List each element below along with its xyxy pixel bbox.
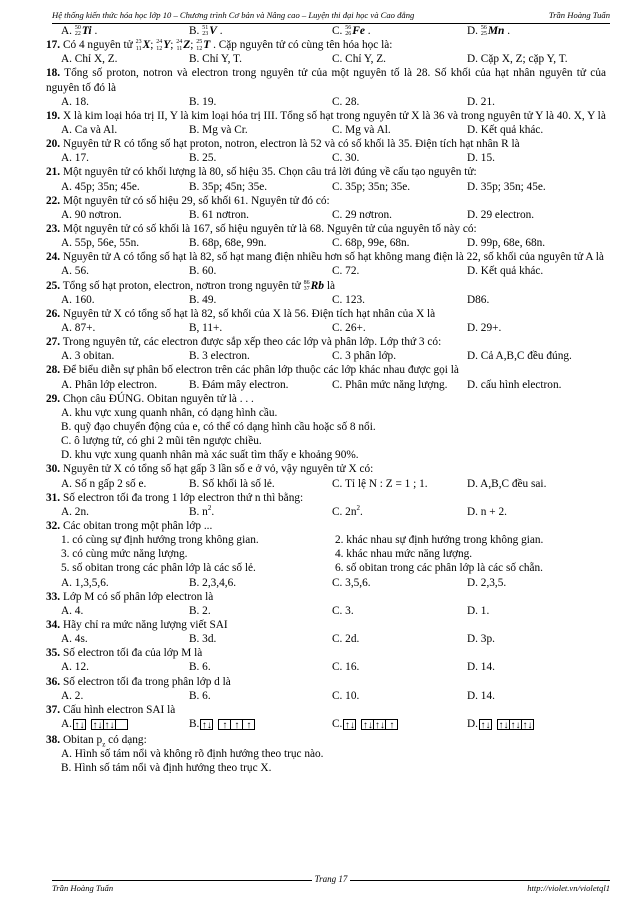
option-b: B. $n^2$. [189,504,215,518]
q25-options [46,293,606,307]
option-c: C. 3 phân lớp. [332,350,397,363]
option-a: A. khu vực xung quanh nhân, có dạng hình cầu. [61,406,278,419]
q27-options [46,349,606,363]
option-c: C. 28. [332,95,360,108]
exam-content [46,24,606,775]
option-a: A. 45p; 35n; 45e. [61,180,140,193]
q26-options [46,321,606,335]
statement-2: 2. khác nhau sự định hướng trong không gian. [335,534,544,547]
option-d: D. 56 25 Mn . [467,24,511,38]
q24-options [46,264,606,278]
option-b: B. 68p, 68e, 99n. [189,237,267,250]
option-d: D. 29 electron. [467,208,535,221]
option-a: A. 56. [61,265,89,278]
q17-stem: 17. Có 4 nguyên tử 23 11 X; 24 12 Y; 24 11 Z; 25 12 T . Cặp nguyên tử có cùng tên hóa học là: [46,38,393,52]
q26-stem: 26. Nguyên tử X có tổng số hạt là 82, số khối của X là 56. Điện tích hạt nhân của X là [46,307,436,320]
q37-options [46,717,606,733]
option-c: C. Mg và Al. [332,124,391,137]
option-c: C. ô lượng tử, có ghi 2 mũi tên ngược chiều. [61,435,262,448]
orbital-diagram-b: ↑↓ ↑ ↑ ↑ [200,719,254,730]
q18-stem: 18. Tổng số proton, notron và electron trong nguyên tử của một nguyên tố là 28. Số khối của hạt nhân nguyên tử của nguyên tố đó là [46,67,606,94]
q20-stem: 20. Nguyên tử R có tổng số hạt proton, notron, electron là 52 và có số khối là 35. Điện tích hạt nhân R là [46,138,520,151]
option-c: C. 30. [332,152,360,165]
footer-author: Trần Hoàng Tuấn [52,883,114,893]
option-b: B. 3d. [189,633,217,646]
q23-options [46,236,606,250]
q32-statements-3-4 [46,547,606,561]
option-b: B. 49. [189,293,217,306]
option-a: A. ↑↓ ↑↓ ↑↓ [61,717,189,733]
q22-options [46,208,606,222]
q36-options [46,689,606,703]
option-c: C. 3. [332,604,354,617]
option-c: C. 56 26 Fe . [332,24,371,38]
q24-stem: 24. Nguyên tử A có tổng số hạt là 82, số hạt mang điện nhiều hơn số hạt không mang điện là 22, số khối của nguyên tử A là [46,251,604,264]
option-b: B. 6. [189,661,211,674]
option-a: A. Phân lớp electron. [61,378,158,391]
footer-url: http://violet.vn/violetql1 [527,883,610,893]
option-d: D. khu vực xung quanh nhân mà xác suất tìm thấy e khoảng 90%. [61,449,359,462]
isotope-mn: 56 25 Mn [480,24,505,38]
header-title: Hệ thống kiến thức hóa học lớp 10 – Chương trình Cơ bản và Nâng cao – Luyện thi đại học và Cao đẳng [52,10,415,20]
option-d: D. 21. [467,95,495,108]
option-d: D. cấu hình electron. [467,378,562,391]
q33-options [46,604,606,618]
option-c: C. Phân mức năng lượng. [332,378,448,391]
option-d: D. n + 2. [467,505,507,518]
q31-options [46,505,606,519]
option-c: C. 29 nơtron. [332,208,392,221]
option-d: D. Kết quả khác. [467,124,544,137]
option-d: D. 99p, 68e, 68n. [467,237,546,250]
q34-options [46,632,606,646]
q22-stem: 22. Một nguyên tử có số hiệu 29, số khối 61. Nguyên tử đó có: [46,194,330,207]
option-b: B. 60. [189,265,217,278]
option-b: B. 6. [189,689,211,702]
page-footer [52,874,610,895]
q33-stem: 33. Lớp M có số phân lớp electron là [46,590,214,603]
option-b: B. quỹ đạo chuyển động của e, có thể có dạng hình cầu hoặc số 8 nổi. [61,421,376,433]
option-a: A. 2n. [61,505,89,518]
q18-options [46,95,606,109]
option-d: D. 14. [467,689,495,702]
option-c: C. 35p; 35n; 35e. [332,180,411,193]
option-a: A. 18. [61,95,89,108]
q21-stem: 21. Một nguyên tử có khối lượng là 80, số hiệu 35. Chọn câu trả lời đúng về cấu tạo nguyên tử: [46,166,477,179]
option-b: B. 2. [189,604,211,617]
statement-1: 1. có cùng sự định hướng trong không gian. [61,534,259,547]
option-c: C. 72. [332,265,360,278]
orbital-diagram-a: ↑↓ ↑↓ ↑↓ [73,719,127,730]
page-number: Trang 17 [312,874,351,884]
option-d: D. ↑↓ ↑↓ ↑↓ ↑↓ [467,717,533,731]
statement-3: 3. có cùng mức năng lượng. [61,548,188,561]
option-c: C. 2d. [332,633,360,646]
option-c: C. $2n^2$. [332,504,363,518]
option-b: B. Số khối là số lẻ. [189,477,275,490]
option-d: D. 15. [467,152,495,165]
q36-stem: 36. Số electron tối đa trong phân lớp d là [46,675,231,688]
option-a: A. 12. [61,661,89,674]
q23-stem: 23. Một nguyên tử có số khối là 167, số hiệu nguyên tử là 68. Nguyên tử của nguyên tố này có: [46,223,477,236]
isotope-rb: 86 37 Rb [303,279,324,292]
option-b: B. 3 electron. [189,350,250,363]
option-b: B. 19. [189,95,217,108]
q38-stem: 38. Obitan $p_z$ có dạng: [46,733,147,749]
statement-5: 5. số obitan trong các phân lớp là các số lẻ. [61,562,256,575]
statement-4: 4. khác nhau mức năng lượng. [335,548,473,561]
q32-stem: 32. Các obitan trong một phân lớp ... [46,519,213,532]
q34-stem: 34. Hãy chỉ ra mức năng lượng viết SAI [46,618,228,631]
q16-options [46,24,606,38]
option-a: A. 90 nơtron. [61,208,122,221]
q28-options [46,378,606,392]
option-b: B. Hình số tám nổi và định hướng theo trục X. [61,762,272,775]
option-d: D. Cả A,B,C đều đúng. [467,350,572,363]
option-b: B. Đám mây electron. [189,378,289,391]
q25-stem: 25. Tổng số hạt proton, electron, nơtron trong nguyên tử 86 37 Rb là [46,279,335,292]
option-a: A. 17. [61,152,89,165]
q35-options [46,660,606,674]
option-a: A. 1,3,5,6. [61,576,109,589]
q19-stem: 19. X là kim loại hóa trị II, Y là kim loại hóa trị III. Tổng số hạt trong nguyên tử X là 36 và trong nguyên tử Y là 40. X, Y là [46,109,606,122]
option-a: A. Hình số tám nổi và không rõ định hướng theo trục nào. [61,748,324,761]
q27-stem: 27. Trong nguyên tử, các electron được sắp xếp theo các lớp và phân lớp. Lớp thứ 3 có: [46,336,442,349]
option-a: A. 2. [61,689,84,702]
q30-stem: 30. Nguyên tử X có tổng số hạt gấp 3 lần số e ở vỏ, vậy nguyên tử X có: [46,463,374,476]
q35-stem: 35. Số electron tối đa của lớp M là [46,647,203,660]
orbital-diagram-c: ↑↓ ↑↓ ↑↓ ↑ [343,719,397,730]
option-a: A. Chỉ X, Z. [61,53,118,66]
option-c: C. 26+. [332,322,366,335]
statement-6: 6. số obitan trong các phân lớp là các số chẵn. [335,562,543,575]
option-c: C. 10. [332,689,360,702]
option-b: B. 61 nơtron. [189,208,249,221]
q20-options [46,151,606,165]
q32-statements-1-2 [46,533,606,547]
option-d: D. 35p; 35n; 45e. [467,180,546,193]
option-a: A. 55p, 56e, 55n. [61,237,140,250]
q31-stem: 31. Số electron tối đa trong 1 lớp electron thứ n thì bằng: [46,491,304,504]
option-d: D. 1. [467,604,490,617]
option-a: A. 87+. [61,322,96,335]
option-a: A. 160. [61,293,95,306]
q19-options [46,123,606,137]
orbital-diagram-d: ↑↓ ↑↓ ↑↓ ↑↓ [480,719,533,731]
option-d: D. Cặp X, Z; cặp Y, T. [467,53,568,66]
option-b: B. 2,3,4,6. [189,576,237,589]
q17-options [46,52,606,66]
option-c: C. ↑↓ ↑↓ ↑↓ ↑ [332,717,467,733]
option-a: A. 50 22 Ti . [61,24,98,38]
option-b: B. 51 23 V . [189,24,223,38]
option-d: D86. [467,293,490,306]
q28-stem: 28. Để biểu diễn sự phân bố electron trên các phân lớp thuộc các lớp khác nhau được gọi là [46,364,459,377]
option-b: B. 35p; 45n; 35e. [189,180,268,193]
option-a: A. Ca và Al. [61,124,118,137]
isotope-v: 51 23 V [202,24,217,38]
option-a: A. 3 obitan. [61,350,115,363]
page-header [52,10,610,24]
option-c: C. 68p, 99e, 68n. [332,237,410,250]
option-c: C. Chỉ Y, Z. [332,53,386,66]
option-d: D. 2,3,5. [467,576,507,589]
option-d: D. 14. [467,661,495,674]
option-a: A. 4. [61,604,84,617]
option-c: C. 16. [332,661,360,674]
q32-statements-5-6 [46,561,606,575]
option-b: B. 25. [189,152,217,165]
option-b: B. ↑↓ ↑ ↑ ↑ [189,717,332,733]
isotope-ti: 50 22 Ti [74,24,92,38]
option-b: B, 11+. [189,322,223,335]
option-c: C. 123. [332,293,365,306]
isotope-fe: 56 26 Fe [345,24,365,38]
q21-options [46,180,606,194]
option-c: C. Tỉ lệ N : Z = 1 ; 1. [332,477,428,490]
q32-options [46,576,606,590]
option-d: D. Kết quả khác. [467,265,544,278]
option-a: A. Số n gấp 2 số e. [61,477,147,490]
q30-options [46,477,606,491]
option-b: B. Mg và Cr. [189,124,248,137]
option-d: D. 3p. [467,633,495,646]
option-a: A. 4s. [61,633,88,646]
q29-stem: 29. Chọn câu ĐÚNG. Obitan nguyên tử là . . . [46,392,254,405]
option-b: B. Chỉ Y, T. [189,53,242,66]
q37-stem: 37. Cấu hình electron SAI là [46,703,176,716]
option-c: C. 3,5,6. [332,576,371,589]
option-d: D. 29+. [467,322,502,335]
header-author: Trần Hoàng Tuấn [548,10,610,20]
option-d: D. A,B,C đều sai. [467,477,547,490]
